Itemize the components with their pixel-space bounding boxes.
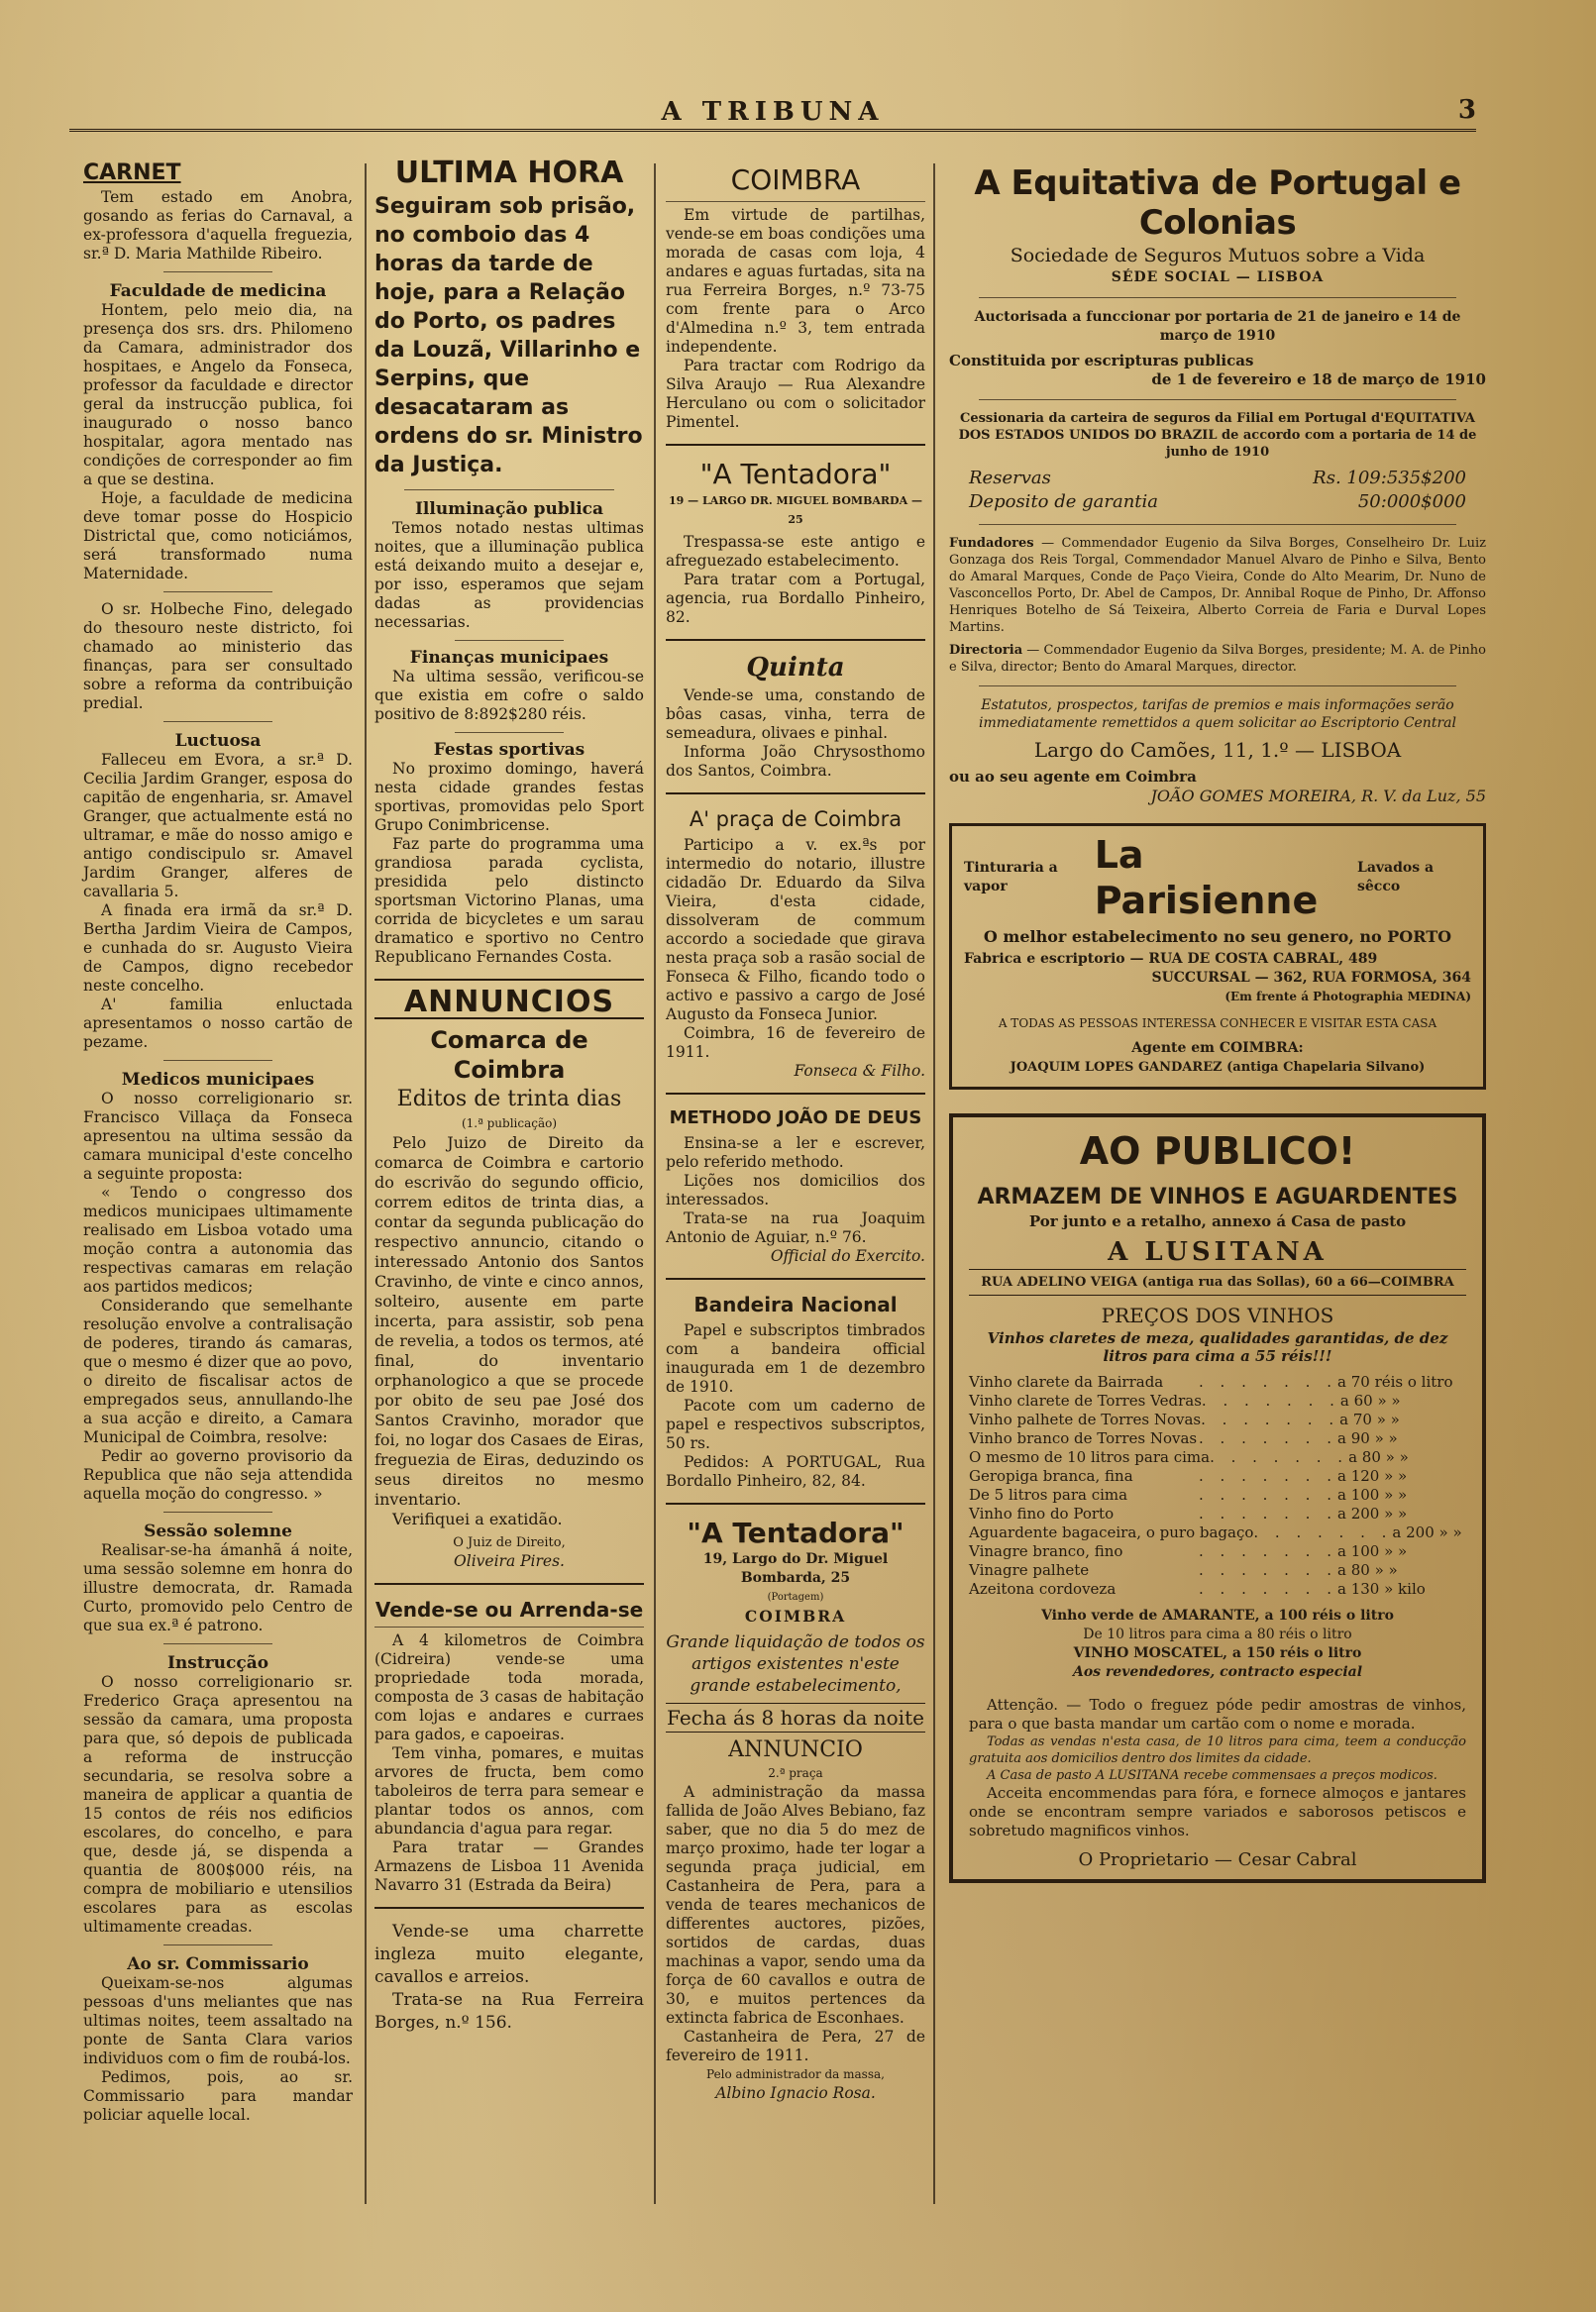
attencao: Attenção. — Todo o freguez póde pedir amostras de vinhos, para o que basta mandar um cartão com o nome e morada. bbox=[969, 1696, 1466, 1733]
carnet-text: Tem estado em Anobra, gosando as ferias do Carnaval, a ex-professora d'aquella freguezia, sr.ª D. Maria Mathilde Ribeiro. bbox=[83, 188, 353, 263]
paragraph: A finada era irmã da sr.ª D. Bertha Jardim Vieira de Campos, e cunhada do sr. Augusto Vieira de Campos, digno recebedor neste concelho. bbox=[83, 901, 353, 995]
wine-row bbox=[969, 1542, 1466, 1561]
wine-price: a 130 » kilo bbox=[1337, 1580, 1426, 1598]
equitativa-cess: Cessionaria da carteira de seguros da Filial em Portugal d'EQUITATIVA DOS ESTADOS UNIDOS DO BRAZIL de accordo com a portaria de 14 de junho de 1910 bbox=[958, 411, 1477, 460]
editos-heading: Editos de trinta dias bbox=[396, 1087, 622, 1111]
wine-row bbox=[969, 1580, 1466, 1599]
revendedores: Aos revendedores, contracto especial bbox=[1072, 1664, 1363, 1680]
comarca-heading: Comarca de Coimbra bbox=[430, 1026, 588, 1084]
equitativa-const2: de 1 de fevereiro e 18 de março de 1910 bbox=[1151, 370, 1486, 388]
publicacao-note: (1.ª publicação) bbox=[461, 1116, 558, 1130]
wine-name: Aguardente bagaceira, o puro bagaço bbox=[969, 1524, 1254, 1541]
estatutos: Estatutos, prospectos, tarifas de premios e mais informações serão immediatamente remettidos a quem solicitar ao Escriptorio Central bbox=[979, 697, 1456, 731]
reservas-row bbox=[949, 467, 1486, 490]
paragraph: Queixam-se-nos algumas pessoas d'uns meliantes que nas ultimas noites, teem assaltado na ponte de Santa Clara varios individuos com o fim de roubá-los. bbox=[83, 1974, 353, 2067]
coimbra-heading: COIMBRA bbox=[730, 163, 861, 196]
proprietario: O Proprietario — Cesar Cabral bbox=[1078, 1849, 1357, 1870]
column-rule bbox=[365, 163, 367, 2204]
directoria-label: Directoria bbox=[949, 643, 1023, 658]
fundadores bbox=[949, 535, 1486, 636]
methodo-heading: METHODO JOÃO DE DEUS bbox=[669, 1107, 922, 1128]
separator bbox=[163, 721, 272, 722]
ao-publico-heading: AO PUBLICO! bbox=[1079, 1129, 1356, 1173]
wine-row bbox=[969, 1486, 1466, 1505]
paragraph: Faz parte do programma uma grandiosa parada cyclista, presidida pelo distincto sportsman Victorino Planas, uma corrida de bicycletes e um sarau dramatico e sportivo no Centro Republicano Fernandes Costa. bbox=[374, 835, 644, 966]
annuncio-sub: 2.ª praça bbox=[768, 1766, 823, 1780]
paragraph: Em virtude de partilhas, vende-se em boas condições uma morada de casas com loja, 4 andares e aguas furtadas, sita na rua Ferreira Borges, n.º 73-75 com frente para o Arco d'Almedina n.º 3, tem entrada independente. bbox=[666, 206, 925, 356]
tentadora2-sub: (Portagem) bbox=[767, 1592, 824, 1603]
separator bbox=[666, 1503, 925, 1505]
leader-dots: . . . . . . . bbox=[1199, 1561, 1337, 1579]
wine-price: a 90 » » bbox=[1337, 1429, 1398, 1447]
la-parisienne-box bbox=[949, 823, 1486, 1090]
fundadores-label: Fundadores bbox=[949, 536, 1034, 551]
paragraph: Trespassa-se este antigo e afreguezado estabelecimento. bbox=[666, 533, 925, 570]
separator bbox=[666, 792, 925, 794]
annuncio-name: Albino Ignacio Rosa. bbox=[715, 2084, 876, 2102]
lp-right: Lavados a sêcco bbox=[1357, 860, 1435, 894]
separator bbox=[163, 271, 272, 272]
leader-dots: . . . . . . . bbox=[1210, 1448, 1349, 1466]
annuncio-heading: ANNUNCIO bbox=[728, 1737, 863, 1762]
wine-row bbox=[969, 1411, 1466, 1429]
wine-price: a 80 » » bbox=[1348, 1448, 1409, 1466]
paragraph: Pacote com um caderno de papel e respectivos subscriptos, 50 rs. bbox=[666, 1397, 925, 1452]
paragraph: Vende-se uma, constando de bôas casas, vinha, terra de semeadura, olivaes e pinhal. bbox=[666, 686, 925, 742]
wine-name: Vinagre palhete bbox=[969, 1561, 1090, 1579]
tentadora2-heading: "A Tentadora" bbox=[687, 1517, 904, 1549]
tentadora2-city: COIMBRA bbox=[744, 1607, 847, 1626]
wine-price-list bbox=[969, 1373, 1466, 1599]
leader-dots: . . . . . . . bbox=[1201, 1411, 1340, 1428]
paragraph: Realisar-se-ha ámanhã á noite, uma sessão solemne em honra do illustre democrata, dr. Ramada Curto, promovido pelo Centro de que sua ex.ª é patrono. bbox=[83, 1541, 353, 1634]
wine-row bbox=[969, 1505, 1466, 1524]
paragraph: Falleceu em Evora, a sr.ª D. Cecilia Jardim Granger, esposa do capitão de engenharia, sr. Amavel Granger, que actualmente está no ultramar, e mãe do nosso amigo e antigo condiscipulo sr. Amavel Jardim Granger, alferes de cavallaria 5. bbox=[83, 751, 353, 900]
wine-name: O mesmo de 10 litros para cima bbox=[969, 1448, 1211, 1466]
section-heading: Medicos municipaes bbox=[121, 1070, 315, 1090]
column-ads bbox=[666, 163, 925, 2103]
paragraph: Na ultima sessão, verificou-se que existia em cofre o saldo positivo de 8:892$280 réis. bbox=[374, 668, 644, 723]
paragraph: Pedir ao governo provisorio da Republica que não seja attendida aquella moção do congresso. » bbox=[83, 1447, 353, 1503]
wine-name: Vinho fino do Porto bbox=[969, 1505, 1115, 1523]
tentadora2-address: 19, Largo do Dr. Miguel Bombarda, 25 bbox=[702, 1551, 889, 1586]
lp-best: O melhor estabelecimento no seu genero, no PORTO bbox=[983, 927, 1452, 946]
praca-signature: Fonseca & Filho. bbox=[794, 1062, 925, 1080]
wine-row bbox=[969, 1448, 1466, 1467]
leader-dots: . . . . . . . bbox=[1199, 1373, 1337, 1391]
wine-name: De 5 litros para cima bbox=[969, 1486, 1128, 1504]
wine-name: Vinho clarete da Bairrada bbox=[969, 1373, 1164, 1391]
separator bbox=[666, 1093, 925, 1095]
equitativa-sede: SÉDE SOCIAL — LISBOA bbox=[1111, 269, 1325, 285]
reservas-label: Reservas bbox=[969, 468, 1051, 488]
separator bbox=[374, 979, 644, 981]
paragraph: Informa João Chrysosthomo dos Santos, Coimbra. bbox=[666, 743, 925, 780]
section-heading: Illuminação publica bbox=[414, 499, 604, 519]
wine-price: a 100 » » bbox=[1337, 1542, 1408, 1560]
equitativa-heading: A Equitativa de Portugal e Colonias bbox=[974, 163, 1461, 243]
page-number: 3 bbox=[1457, 95, 1476, 125]
wine-name: Vinagre branco, fino bbox=[969, 1542, 1123, 1560]
paragraph: « Tendo o congresso dos medicos municipaes ultimamente realisado em Lisboa votado uma moção contra a autonomia das respectivas camaras em relação aos partidos medicos; bbox=[83, 1184, 353, 1296]
methodo-signature: Official do Exercito. bbox=[770, 1247, 925, 1265]
lp-frente: (Em frente á Photographia MEDINA) bbox=[1224, 990, 1471, 1003]
wine-row bbox=[969, 1373, 1466, 1392]
tentadora-heading: "A Tentadora" bbox=[699, 458, 892, 490]
juiz-title: O Juiz de Direito, bbox=[453, 1535, 566, 1550]
wine-name: Vinho branco de Torres Novas bbox=[969, 1429, 1198, 1447]
la-parisienne-top bbox=[964, 832, 1471, 923]
armazem-heading: ARMAZEM DE VINHOS E AGUARDENTES bbox=[977, 1185, 1458, 1209]
wine-row bbox=[969, 1524, 1466, 1542]
reservas-value: Rs. 109:535$200 bbox=[1313, 468, 1466, 488]
agente-label: ou ao seu agente em Coimbra bbox=[949, 768, 1197, 786]
column-news bbox=[83, 160, 353, 2125]
section-heading: Luctuosa bbox=[174, 731, 262, 751]
column-news-2 bbox=[374, 156, 644, 2035]
paragraph: Pedidos: A PORTUGAL, Rua Bordallo Pinheiro, 82, 84. bbox=[666, 1453, 925, 1490]
bandeira-heading: Bandeira Nacional bbox=[693, 1293, 898, 1316]
wine-price: a 70 réis o litro bbox=[1337, 1373, 1453, 1391]
paragraph: A administração da massa fallida de João Alves Bebiano, faz saber, que no dia 5 do mez de março proximo, hade ter logar a segunda praça judicial, em Castanheira de Pera, para a venda de teares mechanicos de differentes auctores, pizões, sortidos de cardas, duas machinas a vapor, sendo uma da força de 60 cavallos e outra de 30, e muitos pertences da extincta fabrica de Esconhaes. bbox=[666, 1783, 925, 2027]
armazem-sub: Por junto e a retalho, annexo á Casa de pasto bbox=[1028, 1212, 1407, 1230]
separator bbox=[666, 444, 925, 446]
paragraph: Vende-se uma charrette ingleza muito elegante, cavallos e arreios. bbox=[374, 1922, 644, 1987]
paragraph: O nosso correligionario sr. Francisco Villaça da Fonseca apresentou na ultima sessão da camara municipal d'este concelho a seguinte proposta: bbox=[83, 1090, 353, 1183]
precos-heading: PREÇOS DOS VINHOS bbox=[1101, 1304, 1334, 1327]
vinho-verde: Vinho verde de AMARANTE, a 100 réis o litro bbox=[1041, 1608, 1394, 1624]
section-heading: Finanças municipaes bbox=[409, 648, 609, 668]
paragraph: Hoje, a faculdade de medicina deve tomar posse do Hospicio Districtal que, como noticiámos, será transformado numa Maternidade. bbox=[83, 489, 353, 582]
paragraph: Lições nos domicilios dos interessados. bbox=[666, 1172, 925, 1209]
leader-dots: . . . . . . . bbox=[1201, 1392, 1340, 1410]
separator bbox=[979, 399, 1456, 400]
tentadora-address: 19 — LARGO DR. MIGUEL BOMBARDA — 25 bbox=[669, 494, 922, 526]
deposito-label: Deposito de garantia bbox=[969, 491, 1159, 512]
deposito-value: 50:000$000 bbox=[1357, 491, 1466, 512]
tentadora2-close: Fecha ás 8 horas da noite bbox=[666, 1703, 925, 1733]
wine-price: a 100 » » bbox=[1337, 1486, 1408, 1504]
paragraph: Temos notado nestas ultimas noites, que a illuminação publica está deixando muito a desejar e, por isso, esperamos que sejam dadas as providencias necessarias. bbox=[374, 519, 644, 631]
directoria bbox=[949, 642, 1486, 676]
lp-left: Tinturaria a vapor bbox=[964, 860, 1058, 894]
leader-dots: . . . . . . . bbox=[1199, 1429, 1337, 1447]
wine-price: a 70 » » bbox=[1339, 1411, 1400, 1428]
separator bbox=[979, 685, 1456, 686]
acceita: Acceita encommendas para fóra, e fornece almoços e jantares onde se encontram sempre variados e saborosos petiscos e sobretudo magnificos vinhos. bbox=[969, 1784, 1466, 1839]
directoria-text: — Commendador Eugenio da Silva Borges, presidente; M. A. de Pinho e Silva, director; Bento do Amaral Marques, director. bbox=[949, 643, 1486, 675]
paragraph: Trata-se na rua Joaquim Antonio de Aguiar, n.º 76. bbox=[666, 1209, 925, 1246]
fundadores-text: — Commendador Eugenio da Silva Borges, Conselheiro Dr. Luiz Gonzaga dos Reis Torgal, Commendador Manuel Alvaro de Pinho e Silva, Bento do Amaral Marques, Conde de Paço Vieira, Conde do Alto Mearim, Dr. Nuno de Vasconcellos Porto, Dr. Abel de Campos, Dr. Annibal Roque de Pinho, Dr. Affonso Henriques Botelho de Sá Teixeira, Alberto Correia de Faria e Durval Lopes Martins. bbox=[949, 536, 1487, 635]
equitativa-const1: Constituida por escripturas publicas bbox=[949, 352, 1254, 369]
leader-dots: . . . . . . . bbox=[1199, 1505, 1337, 1523]
paragraph: Coimbra, 16 de fevereiro de 1911. bbox=[666, 1024, 925, 1061]
carnet-heading: CARNET bbox=[83, 160, 181, 185]
section-heading: Sessão solemne bbox=[144, 1522, 292, 1541]
separator bbox=[979, 524, 1456, 525]
vinho-verde-2: De 10 litros para cima a 80 réis o litro bbox=[1083, 1627, 1352, 1642]
paragraph: No proximo domingo, haverá nesta cidade grandes festas sportivas, promovidas pelo Sport Grupo Conimbricense. bbox=[374, 760, 644, 834]
masthead bbox=[69, 95, 1476, 132]
section-heading: Ao sr. Commissario bbox=[127, 1954, 309, 1974]
paragraph: Castanheira de Pera, 27 de fevereiro de 1911. bbox=[666, 2028, 925, 2064]
ultima-hora-heading: ULTIMA HORA bbox=[394, 156, 624, 190]
todas-vendas: Todas as vendas n'esta casa, de 10 litros para cima, teem a conducção gratuita aos domicilios dentro dos limites da cidade. bbox=[969, 1734, 1466, 1766]
moscatel: VINHO MOSCATEL, a 150 réis o litro bbox=[1073, 1645, 1362, 1661]
paragraph: Grande liquidação de todos os artigos existentes n'este grande estabelecimento, bbox=[666, 1632, 925, 1696]
wine-name: Geropiga branca, fina bbox=[969, 1467, 1133, 1485]
wine-price: a 60 » » bbox=[1339, 1392, 1401, 1410]
column-rule bbox=[933, 163, 935, 2204]
paragraph: Para tratar — Grandes Armazens de Lisboa 11 Avenida Navarro 31 (Estrada da Beira) bbox=[374, 1839, 644, 1894]
lp-succ: SUCCURSAL — 362, RUA FORMOSA, 364 bbox=[1151, 970, 1471, 986]
leader-dots: . . . . . . . bbox=[1199, 1467, 1337, 1485]
lusitana-name: A LUSITANA bbox=[1108, 1237, 1328, 1267]
quinta-heading: Quinta bbox=[746, 653, 845, 683]
juiz-name: Oliveira Pires. bbox=[454, 1552, 565, 1570]
wine-row bbox=[969, 1467, 1466, 1486]
leader-dots: . . . . . . . bbox=[1199, 1542, 1337, 1560]
section-heading: Faculdade de medicina bbox=[109, 281, 327, 301]
wine-price: a 80 » » bbox=[1337, 1561, 1398, 1579]
paragraph: Para tratar com a Portugal, agencia, rua Bordallo Pinheiro, 82. bbox=[666, 571, 925, 626]
separator bbox=[404, 489, 614, 490]
wine-name: Vinho palhete de Torres Novas bbox=[969, 1411, 1202, 1428]
paragraph: A 4 kilometros de Coimbra (Cidreira) vende-se uma propriedade toda morada, composta de 3 casas de habitação com lojas e andares e curraes para gados, e capoeiras. bbox=[374, 1631, 644, 1743]
separator bbox=[374, 1907, 644, 1909]
wine-price: a 120 » » bbox=[1337, 1467, 1408, 1485]
newspaper-title: A TRIBUNA bbox=[661, 97, 885, 127]
separator bbox=[666, 639, 925, 641]
leader-dots: . . . . . . . bbox=[1253, 1524, 1393, 1541]
separator bbox=[666, 201, 925, 202]
lusitana-address: RUA ADELINO VEIGA (antiga rua das Sollas), 60 a 66—COIMBRA bbox=[969, 1269, 1466, 1296]
separator bbox=[455, 732, 564, 733]
wine-row bbox=[969, 1429, 1466, 1448]
ao-publico-box bbox=[949, 1113, 1486, 1883]
leader-dots: . . . . . . . bbox=[1199, 1580, 1337, 1598]
casa-de-pasto: A Casa de pasto A LUSITANA recebe commensaes a preços modicos. bbox=[987, 1768, 1437, 1783]
paragraph: A' familia enluctada apresentamos o nosso cartão de pezame. bbox=[83, 996, 353, 1051]
vende-heading: Vende-se ou Arrenda-se bbox=[374, 1598, 644, 1622]
wine-name: Azeitona cordoveza bbox=[969, 1580, 1117, 1598]
agente-name: JOÃO GOMES MOREIRA, R. V. da Luz, 55 bbox=[1150, 787, 1486, 805]
precos-intro: Vinhos claretes de meza, qualidades garantidas, de dez litros para cima a 55 réis!!! bbox=[987, 1329, 1448, 1365]
separator bbox=[163, 1643, 272, 1644]
largo-camoes: Largo do Camões, 11, 1.º — LISBOA bbox=[1033, 738, 1402, 762]
section-heading: Instrucção bbox=[166, 1653, 269, 1673]
paragraph: Considerando que semelhante resolução envolve a contralisação de poderes, tirando ás camaras, que o mesmo é dizer que ao povo, o direito de fiscalisar actos de empregados seus, annullando-lhe a sua acção e direito, a Camara Municipal de Coimbra, resolve: bbox=[83, 1297, 353, 1446]
separator bbox=[455, 640, 564, 641]
wine-row bbox=[969, 1392, 1466, 1411]
lp-todas: A TODAS AS PESSOAS INTERESSA CONHECER E VISITAR ESTA CASA bbox=[998, 1016, 1437, 1030]
wine-row bbox=[969, 1561, 1466, 1580]
lp-agente: Agente em COIMBRA: bbox=[1131, 1040, 1304, 1056]
paragraph: Para tractar com Rodrigo da Silva Araujo — Rua Alexandre Herculano ou com o solicitador Pimentel. bbox=[666, 357, 925, 431]
separator bbox=[163, 591, 272, 592]
paragraph: Trata-se na Rua Ferreira Borges, n.º 156. bbox=[374, 1990, 644, 2033]
paragraph: Participo a v. ex.ªs por intermedio do notario, illustre cidadão Dr. Eduardo da Silva Vieira, d'esta cidade, dissolveram de commum accordo a sociedade que girava nesta praça sob a rasão social de Fonseca & Filho, ficando todo o activo e passivo a cargo de José Augusto da Fonseca Junior. bbox=[666, 836, 925, 1023]
leader-dots: . . . . . . . bbox=[1199, 1486, 1337, 1504]
separator bbox=[163, 1060, 272, 1061]
separator bbox=[163, 1512, 272, 1513]
wine-price: a 200 » » bbox=[1337, 1505, 1408, 1523]
equitativa-sub: Sociedade de Seguros Mutuos sobre a Vida bbox=[1010, 245, 1426, 266]
paragraph: O sr. Holbeche Fino, delegado do thesouro neste districto, foi chamado ao ministerio das finanças, para ser consultado sobre a reforma da contribuição predial. bbox=[83, 600, 353, 712]
paragraph: Tem vinha, pomares, e muitas arvores de fructa, bem como taboleiros de terra para semear e plantar todos os annos, com abundancia d'agua para regar. bbox=[374, 1744, 644, 1838]
praca-heading: A' praça de Coimbra bbox=[689, 807, 903, 831]
paragraph: Verifiquei a exatidão. bbox=[392, 1510, 563, 1528]
separator bbox=[374, 1583, 644, 1585]
ultima-hora-text: Seguiram sob prisão, no comboio das 4 horas da tarde de hoje, para a Relação do Porto, os padres da Louzã, Villarinho e Serpins, que desacataram as ordens do sr. Ministro da Justiça. bbox=[374, 194, 643, 477]
separator bbox=[163, 1944, 272, 1945]
paragraph: Papel e subscriptos timbrados com a bandeira official inaugurada em 1 de dezembro de 1910. bbox=[666, 1321, 925, 1396]
wine-price: a 200 » » bbox=[1392, 1524, 1462, 1541]
paragraph: Pedimos, pois, ao sr. Commissario para mandar policiar aquelle local. bbox=[83, 2068, 353, 2124]
paragraph: Pelo Juizo de Direito da comarca de Coimbra e cartorio do escrivão do segundo officio, correm editos de trinta dias, a contar da segunda publicação do respectivo annuncio, citando o interessado Antonio dos Santos Cravinho, de vinte e cinco annos, solteiro, ausente em parte incerta, para assistir, sob pena de revelia, a todos os termos, até final, do inventario orphanologico a que se procede por obito de seu pae José dos Santos Cravinho, morador que foi, no logar dos Casaes de Eiras, freguezia de Eiras, deduzindo os seus direitos no mesmo inventario. bbox=[374, 1133, 644, 1509]
column-rule bbox=[654, 163, 656, 2204]
deposito-row bbox=[949, 490, 1486, 514]
paragraph: Hontem, pelo meio dia, na presença dos srs. drs. Philomeno da Camara, administrador dos hospitaes, e Angelo da Fonseca, professor da faculdade e director geral da instrucção publica, foi inaugurado o nosso banco hospitalar, agora mentado nas condições de corresponder ao fim a que se destina. bbox=[83, 301, 353, 488]
equitativa-auct: Auctorisada a funccionar por portaria de 21 de janeiro e 14 de março de 1910 bbox=[974, 309, 1461, 344]
separator bbox=[979, 297, 1456, 298]
column-big-ads bbox=[949, 163, 1486, 1883]
section-heading: Festas sportivas bbox=[433, 740, 585, 760]
annuncios-heading: ANNUNCIOS bbox=[403, 985, 615, 1019]
lp-agente-name: JOAQUIM LOPES GANDAREZ (antiga Chapelaria Silvano) bbox=[1010, 1060, 1426, 1075]
paragraph: Ensina-se a ler e escrever, pelo referido methodo. bbox=[666, 1134, 925, 1171]
lp-name: La Parisienne bbox=[1094, 833, 1319, 922]
annuncio-admin: Pelo administrador da massa, bbox=[706, 2067, 885, 2081]
wine-name: Vinho clarete de Torres Vedras bbox=[969, 1392, 1202, 1410]
separator bbox=[374, 1627, 644, 1628]
lp-fab: Fabrica e escriptorio — RUA DE COSTA CABRAL, 489 bbox=[964, 951, 1378, 967]
paragraph: O nosso correligionario sr. Frederico Graça apresentou na sessão da camara, uma proposta para que, só depois de publicada a reforma de instrucção secundaria, se resolva sobre a maneira de applicar a quantia de 15 contos de réis nos edificios escolares, do concelho, e para que, desde já, se dispenda a quantia de 800$000 réis, na compra de mobiliario e utensilios escolares para as escolas ultimamente creadas. bbox=[83, 1673, 353, 1936]
separator bbox=[666, 1278, 925, 1280]
